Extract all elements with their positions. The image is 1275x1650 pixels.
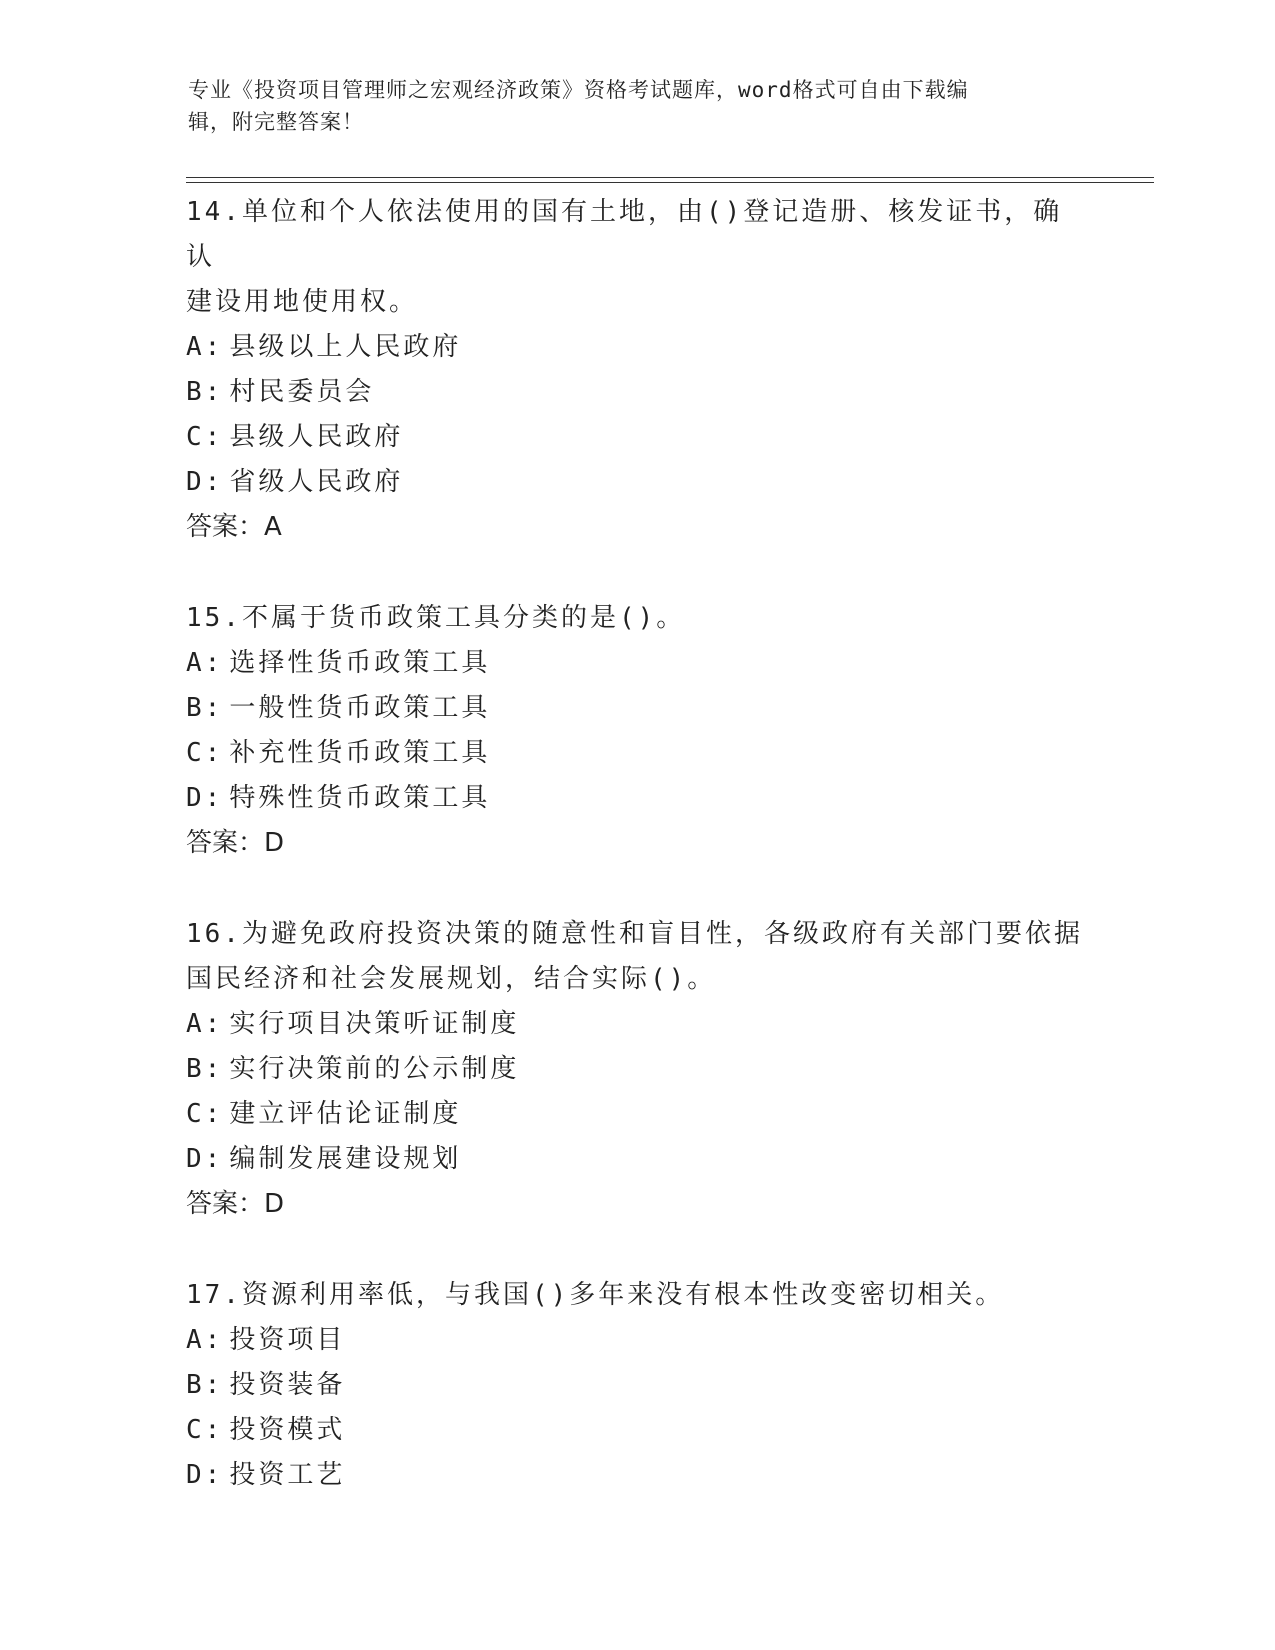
option-key: C: bbox=[186, 422, 224, 452]
question-stem bbox=[186, 1273, 1086, 1318]
option-key: C: bbox=[186, 1415, 224, 1445]
answer-line: 答案：A bbox=[186, 512, 282, 542]
question-16 bbox=[186, 912, 1086, 1227]
question-list bbox=[186, 190, 1086, 1498]
document-header bbox=[188, 74, 1068, 138]
option-text: 投资装备 bbox=[229, 1370, 346, 1400]
option-d bbox=[186, 1453, 1086, 1498]
option-key: B: bbox=[186, 1370, 224, 1400]
option-text: 编制发展建设规划 bbox=[229, 1144, 462, 1174]
question-spacer bbox=[186, 1227, 1086, 1273]
header-divider-bottom bbox=[186, 182, 1154, 183]
option-b bbox=[186, 1363, 1086, 1408]
question-spacer bbox=[186, 866, 1086, 912]
question-stem-line-1: 16.为避免政府投资决策的随意性和盲目性，各级政府有关部门要依据 bbox=[186, 919, 1083, 949]
option-c bbox=[186, 1092, 1086, 1137]
option-key: A: bbox=[186, 1325, 224, 1355]
option-b bbox=[186, 686, 1086, 731]
option-key: C: bbox=[186, 738, 224, 768]
option-text: 建立评估论证制度 bbox=[229, 1099, 462, 1129]
option-c bbox=[186, 731, 1086, 776]
question-stem-line-2: 建设用地使用权。 bbox=[186, 287, 419, 317]
option-key: D: bbox=[186, 467, 224, 497]
answer-line: 答案：D bbox=[186, 828, 285, 858]
option-key: D: bbox=[186, 783, 224, 813]
option-key: A: bbox=[186, 1009, 224, 1039]
question-stem bbox=[186, 596, 1086, 641]
question-14 bbox=[186, 190, 1086, 550]
option-text: 特殊性货币政策工具 bbox=[229, 783, 491, 813]
question-17 bbox=[186, 1273, 1086, 1498]
option-key: A: bbox=[186, 648, 224, 678]
question-stem bbox=[186, 190, 1086, 325]
option-text: 实行项目决策听证制度 bbox=[229, 1009, 520, 1039]
option-b bbox=[186, 370, 1086, 415]
option-key: B: bbox=[186, 693, 224, 723]
answer-line: 答案：D bbox=[186, 1189, 285, 1219]
option-key: C: bbox=[186, 1099, 224, 1129]
option-a bbox=[186, 641, 1086, 686]
option-a bbox=[186, 325, 1086, 370]
header-divider-top bbox=[186, 177, 1154, 178]
option-text: 补充性货币政策工具 bbox=[229, 738, 491, 768]
option-text: 县级人民政府 bbox=[229, 422, 404, 452]
option-text: 县级以上人民政府 bbox=[229, 332, 462, 362]
option-c bbox=[186, 415, 1086, 460]
option-key: D: bbox=[186, 1460, 224, 1490]
option-text: 投资工艺 bbox=[229, 1460, 346, 1490]
question-stem bbox=[186, 912, 1086, 1002]
question-stem-line-2: 国民经济和社会发展规划，结合实际()。 bbox=[186, 964, 717, 994]
option-key: B: bbox=[186, 1054, 224, 1084]
option-text: 村民委员会 bbox=[229, 377, 375, 407]
option-key: A: bbox=[186, 332, 224, 362]
option-text: 投资模式 bbox=[229, 1415, 346, 1445]
question-stem-line-1: 17.资源利用率低，与我国()多年来没有根本性改变密切相关。 bbox=[186, 1280, 1005, 1310]
option-text: 一般性货币政策工具 bbox=[229, 693, 491, 723]
option-text: 实行决策前的公示制度 bbox=[229, 1054, 520, 1084]
option-key: D: bbox=[186, 1144, 224, 1174]
option-a bbox=[186, 1002, 1086, 1047]
option-d bbox=[186, 460, 1086, 505]
option-c bbox=[186, 1408, 1086, 1453]
question-stem-line-1: 15.不属于货币政策工具分类的是()。 bbox=[186, 603, 686, 633]
option-key: B: bbox=[186, 377, 224, 407]
option-a bbox=[186, 1318, 1086, 1363]
option-text: 省级人民政府 bbox=[229, 467, 404, 497]
option-text: 投资项目 bbox=[229, 1325, 346, 1355]
option-text: 选择性货币政策工具 bbox=[229, 648, 491, 678]
header-line-1: 专业《投资项目管理师之宏观经济政策》资格考试题库，word格式可自由下载编 bbox=[188, 78, 969, 102]
option-b bbox=[186, 1047, 1086, 1092]
question-spacer bbox=[186, 550, 1086, 596]
option-d bbox=[186, 1137, 1086, 1182]
option-d bbox=[186, 776, 1086, 821]
question-stem-line-1: 14.单位和个人依法使用的国有土地，由()登记造册、核发证书，确认 bbox=[186, 197, 1063, 272]
question-15 bbox=[186, 596, 1086, 866]
header-line-2: 辑，附完整答案！ bbox=[188, 110, 364, 134]
